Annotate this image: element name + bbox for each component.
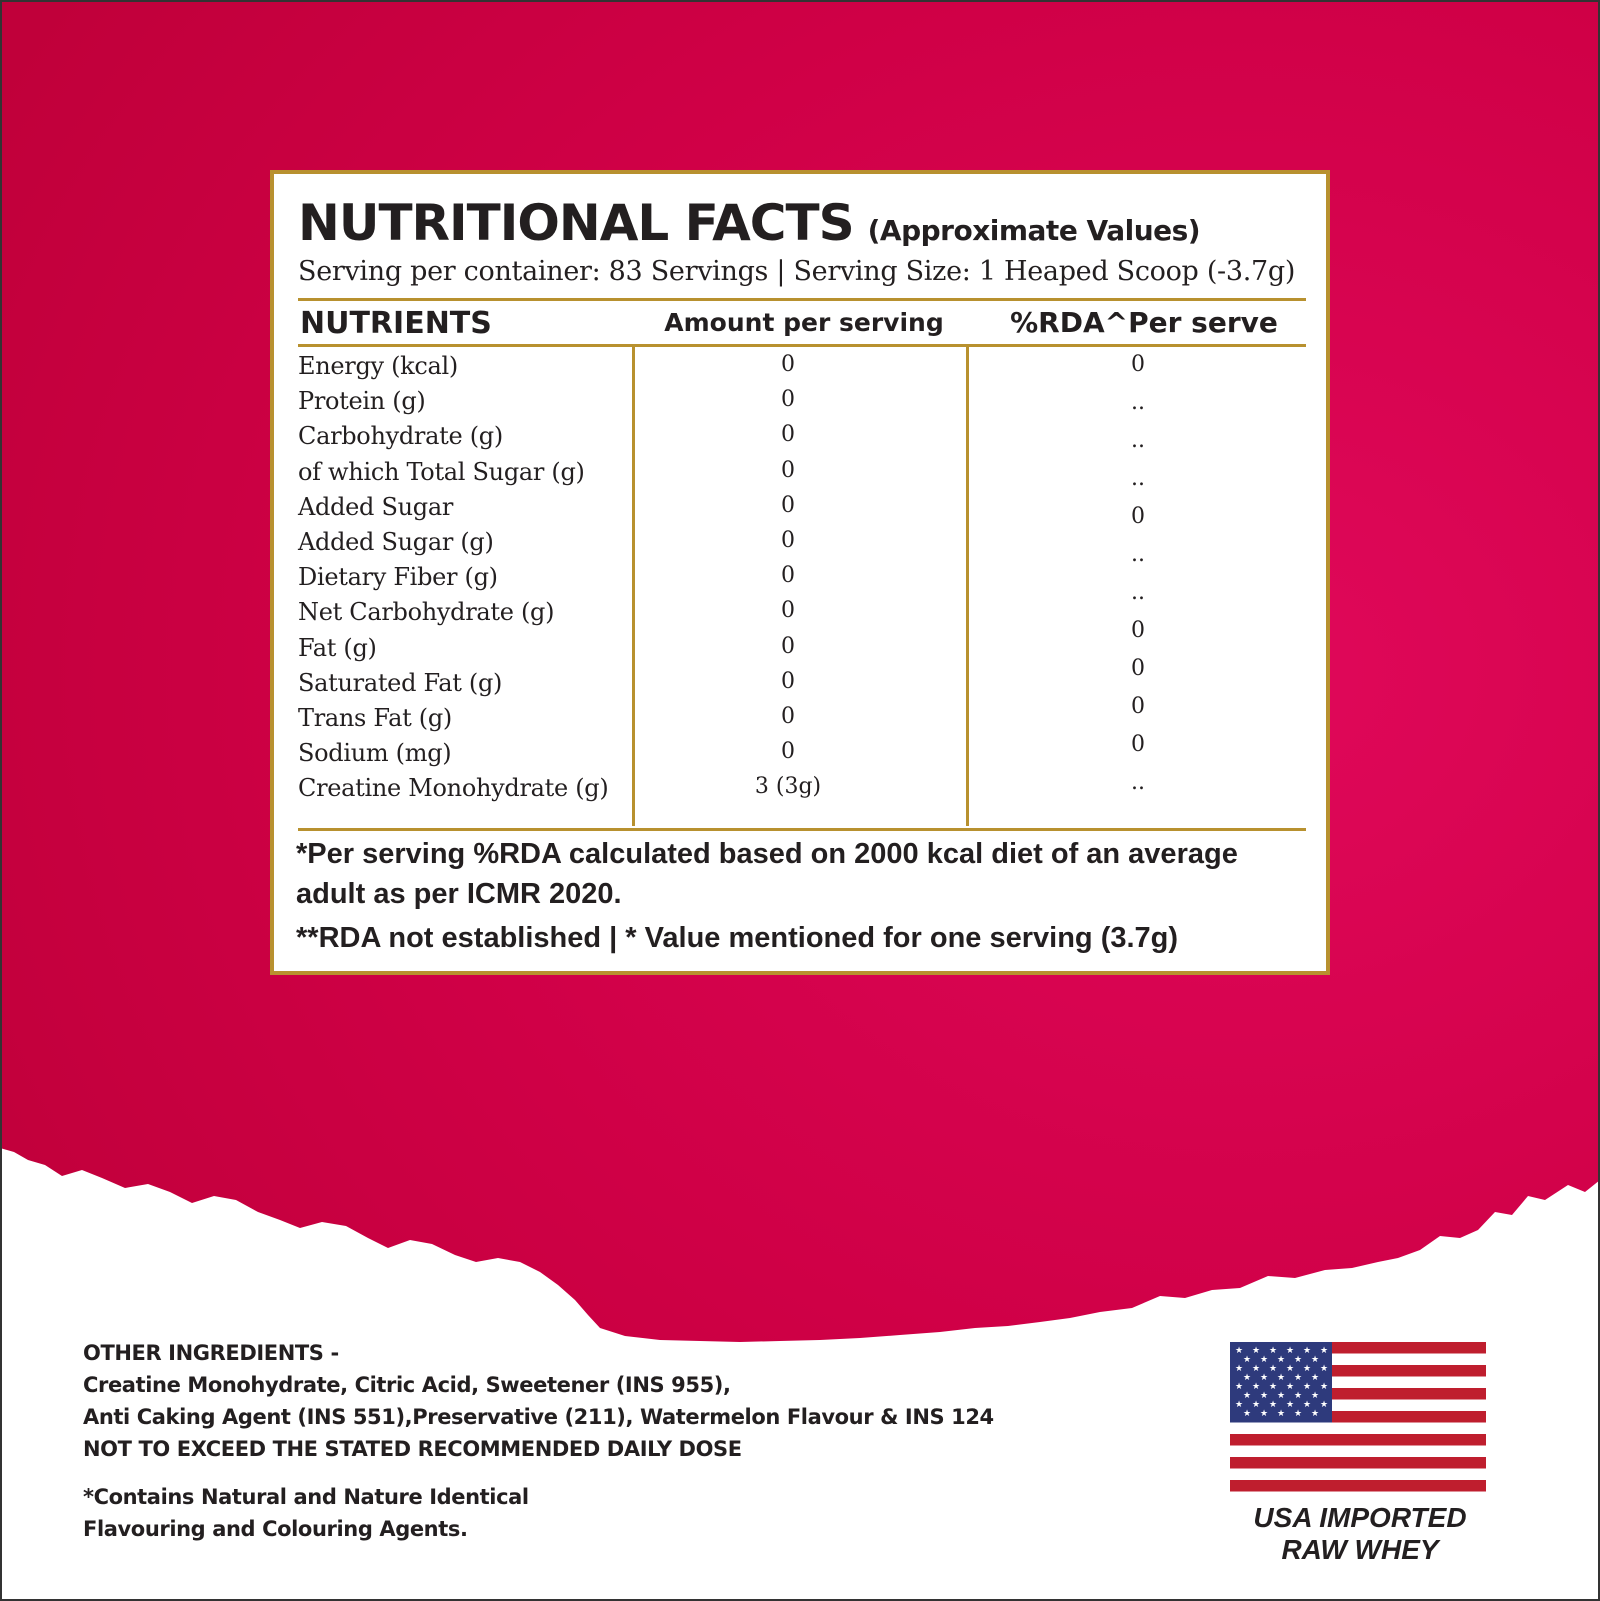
svg-text:★: ★ bbox=[1234, 1364, 1244, 1374]
nutrient-amount: 0 bbox=[781, 387, 795, 413]
dose-warning: NOT TO EXCEED THE STATED RECOMMENDED DAILY DOSE bbox=[83, 1437, 742, 1461]
flavouring-note-line: *Contains Natural and Nature Identical bbox=[83, 1485, 529, 1509]
svg-text:★: ★ bbox=[1302, 1346, 1312, 1356]
usa-imported-badge bbox=[1210, 1502, 1510, 1566]
rda-not-established-note: **RDA not established | * Value mentioned for one serving (3.7g) bbox=[296, 922, 1179, 954]
other-ingredients bbox=[83, 1337, 994, 1465]
nutrient-name: Saturated Fat (g) bbox=[298, 668, 503, 697]
svg-text:★: ★ bbox=[1242, 1409, 1252, 1419]
nutrient-name: Net Carbohydrate (g) bbox=[298, 598, 555, 627]
svg-text:★: ★ bbox=[1285, 1400, 1295, 1410]
nutrient-name: Dietary Fiber (g) bbox=[298, 563, 498, 592]
rda-value: 0 bbox=[1131, 504, 1145, 529]
svg-text:★: ★ bbox=[1268, 1364, 1278, 1374]
svg-text:★: ★ bbox=[1302, 1364, 1312, 1374]
badge-line: USA IMPORTED bbox=[1253, 1502, 1467, 1533]
flavouring-note-line: Flavouring and Colouring Agents. bbox=[83, 1517, 468, 1541]
nutrient-amount: 0 bbox=[781, 457, 795, 483]
nutrition-facts-panel bbox=[270, 170, 1330, 975]
table-bottom-rule bbox=[298, 828, 1306, 831]
svg-text:★: ★ bbox=[1276, 1391, 1286, 1401]
header-bottom-rule bbox=[298, 344, 1306, 347]
nutrient-name: Added Sugar bbox=[298, 492, 453, 521]
svg-text:★: ★ bbox=[1293, 1373, 1303, 1383]
svg-text:★: ★ bbox=[1251, 1382, 1261, 1392]
header-amount: Amount per serving bbox=[664, 308, 944, 337]
nutrient-name: Creatine Monohydrate (g) bbox=[298, 774, 609, 803]
svg-text:★: ★ bbox=[1276, 1373, 1286, 1383]
nutrient-name: Protein (g) bbox=[298, 387, 426, 416]
svg-text:★: ★ bbox=[1285, 1382, 1295, 1392]
svg-text:★: ★ bbox=[1251, 1400, 1261, 1410]
svg-text:★: ★ bbox=[1259, 1409, 1269, 1419]
nutrient-name: Carbohydrate (g) bbox=[298, 422, 503, 451]
svg-text:★: ★ bbox=[1310, 1391, 1320, 1401]
nutrient-name: Energy (kcal) bbox=[298, 352, 458, 380]
rda-value: .. bbox=[1131, 542, 1145, 567]
nutrient-amount: 0 bbox=[781, 633, 795, 659]
svg-text:★: ★ bbox=[1319, 1400, 1329, 1410]
rda-value: 0 bbox=[1131, 732, 1145, 757]
svg-text:★: ★ bbox=[1251, 1346, 1261, 1356]
usa-flag-icon bbox=[1230, 1342, 1486, 1492]
nutrient-name: of which Total Sugar (g) bbox=[298, 457, 585, 486]
nutrient-amount: 0 bbox=[781, 598, 795, 624]
svg-text:★: ★ bbox=[1259, 1391, 1269, 1401]
nutrient-amount: 0 bbox=[781, 703, 795, 729]
svg-text:★: ★ bbox=[1259, 1373, 1269, 1383]
badge-line: RAW WHEY bbox=[1281, 1534, 1439, 1565]
nutrient-name: Added Sugar (g) bbox=[298, 527, 494, 556]
header-top-rule bbox=[298, 298, 1306, 301]
rda-value: 0 bbox=[1131, 694, 1145, 719]
rda-value: .. bbox=[1131, 390, 1145, 415]
nutrient-name: Trans Fat (g) bbox=[298, 703, 452, 732]
svg-text:★: ★ bbox=[1293, 1391, 1303, 1401]
rda-footnote: *Per serving %RDA calculated based on 2000 kcal diet of an average adult as per ICMR 2020. bbox=[296, 838, 1238, 910]
svg-text:★: ★ bbox=[1293, 1355, 1303, 1365]
panel-subtitle: (Approximate Values) bbox=[867, 214, 1201, 247]
nutrient-name: Sodium (mg) bbox=[298, 739, 452, 768]
svg-text:★: ★ bbox=[1234, 1346, 1244, 1356]
svg-text:★: ★ bbox=[1310, 1355, 1320, 1365]
svg-text:★: ★ bbox=[1242, 1355, 1252, 1365]
svg-text:★: ★ bbox=[1234, 1400, 1244, 1410]
flavouring-note bbox=[83, 1481, 529, 1545]
rda-value: .. bbox=[1131, 580, 1145, 605]
nutrient-rows bbox=[298, 352, 1306, 809]
svg-text:★: ★ bbox=[1310, 1373, 1320, 1383]
rda-value: .. bbox=[1131, 428, 1145, 453]
svg-text:★: ★ bbox=[1242, 1373, 1252, 1383]
svg-text:★: ★ bbox=[1293, 1409, 1303, 1419]
svg-text:★: ★ bbox=[1259, 1355, 1269, 1365]
svg-text:★: ★ bbox=[1285, 1346, 1295, 1356]
svg-text:★: ★ bbox=[1319, 1364, 1329, 1374]
ingredients-line: Anti Caking Agent (INS 551),Preservative (211), Watermelon Flavour & INS 124 bbox=[83, 1405, 994, 1429]
svg-text:★: ★ bbox=[1285, 1364, 1295, 1374]
serving-info: Serving per container: 83 Servings | Serving Size: 1 Heaped Scoop (-3.7g) bbox=[298, 256, 1296, 287]
svg-text:★: ★ bbox=[1319, 1382, 1329, 1392]
svg-text:★: ★ bbox=[1268, 1346, 1278, 1356]
svg-text:★: ★ bbox=[1319, 1346, 1329, 1356]
svg-text:★: ★ bbox=[1234, 1382, 1244, 1392]
nutrient-amount: 0 bbox=[781, 492, 795, 518]
rda-value: .. bbox=[1131, 466, 1145, 491]
rda-value: 0 bbox=[1131, 656, 1145, 681]
ingredients-line: Creatine Monohydrate, Citric Acid, Sweetener (INS 955), bbox=[83, 1373, 731, 1397]
svg-text:★: ★ bbox=[1268, 1382, 1278, 1392]
nutrient-amount: 0 bbox=[781, 668, 795, 694]
rda-value: 0 bbox=[1131, 618, 1145, 643]
nutrient-name: Fat (g) bbox=[298, 633, 377, 662]
panel-title: NUTRITIONAL FACTS bbox=[298, 194, 854, 252]
rda-value: .. bbox=[1131, 770, 1145, 795]
nutrient-amount: 0 bbox=[781, 563, 795, 589]
nutrient-amount: 0 bbox=[781, 352, 795, 377]
svg-text:★: ★ bbox=[1276, 1355, 1286, 1365]
nutrient-amount: 0 bbox=[781, 422, 795, 448]
svg-text:★: ★ bbox=[1302, 1400, 1312, 1410]
rda-value: 0 bbox=[1131, 352, 1145, 377]
panel-title-row bbox=[298, 194, 1200, 252]
header-nutrients: NUTRIENTS bbox=[300, 306, 492, 341]
nutrient-amount: 0 bbox=[781, 527, 795, 553]
header-rda: %RDA^Per serve bbox=[1010, 306, 1278, 339]
svg-text:★: ★ bbox=[1268, 1400, 1278, 1410]
ingredients-heading: OTHER INGREDIENTS - bbox=[83, 1341, 339, 1365]
svg-text:★: ★ bbox=[1276, 1409, 1286, 1419]
svg-text:★: ★ bbox=[1302, 1382, 1312, 1392]
svg-text:★: ★ bbox=[1242, 1391, 1252, 1401]
svg-text:★: ★ bbox=[1251, 1364, 1261, 1374]
nutrient-amount: 0 bbox=[781, 739, 795, 765]
nutrient-amount: 3 (3g) bbox=[754, 774, 822, 800]
svg-text:★: ★ bbox=[1310, 1409, 1320, 1419]
